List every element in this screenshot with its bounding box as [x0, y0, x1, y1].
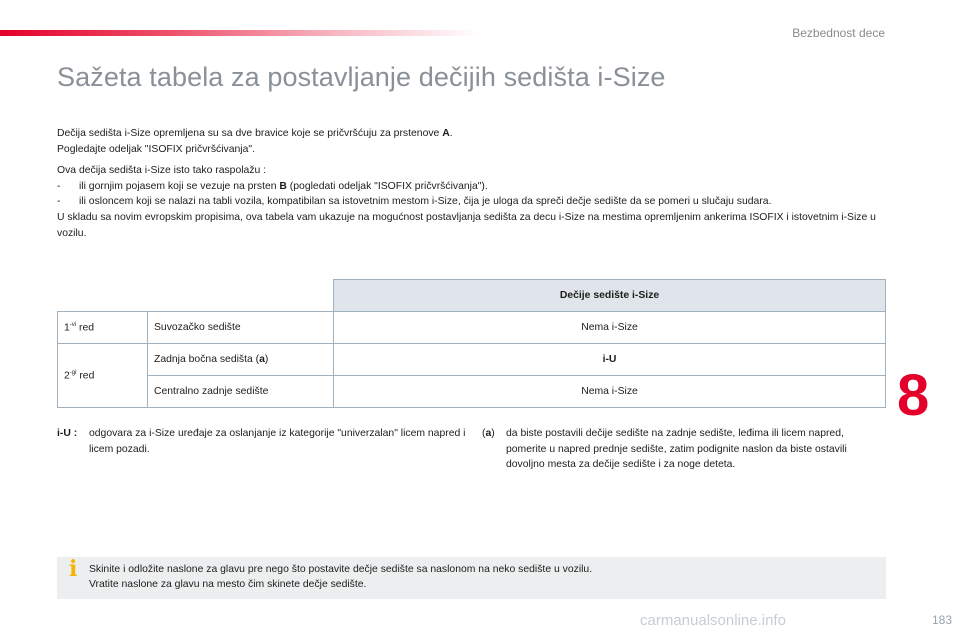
- intro-paragraph-1: [57, 126, 887, 142]
- top-accent-bar: [0, 30, 480, 36]
- seat-value: Nema i-Size: [334, 312, 886, 344]
- table-row: [58, 312, 886, 344]
- intro-text-span: .: [449, 128, 453, 139]
- intro-paragraph-3: Ova dečija sedišta i-Size isto tako raspolažu :: [57, 165, 267, 177]
- intro-paragraph-2: Pogledajte odeljak "ISOFIX pričvršćivanja".: [57, 143, 255, 155]
- table-header-row: [58, 280, 886, 312]
- legend-term: i-U :: [57, 428, 78, 439]
- footnote-tag: [482, 426, 495, 442]
- bullet-text: ili osloncem koji se nalazi na tabli vozila, kompatibilan sa istovetnim mestom i-Size, čija je uloga da spreči dečje sedište da se pomeri u slučaju sudara.: [79, 196, 772, 208]
- intro-text: [57, 126, 887, 241]
- row-word: red: [76, 370, 95, 382]
- info-box: [57, 557, 886, 599]
- watermark: carmanualsonline.info: [640, 612, 786, 629]
- paren: ): [491, 428, 495, 439]
- chapter-number: 8: [897, 363, 930, 428]
- seat-position: Suvozačko sedište: [148, 312, 334, 344]
- footnote-a: [482, 426, 882, 473]
- dash-marker: -: [57, 180, 61, 192]
- section-header: Bezbednost dece: [792, 26, 885, 40]
- row-number: 2: [64, 370, 70, 382]
- intro-text-span: Dečija sedišta i-Size opremljena su sa dve bravice koje se pričvršćuju za prstenove: [57, 128, 443, 139]
- seat-value: i-U: [334, 344, 886, 376]
- footnote-letter: a: [485, 428, 492, 439]
- row-word: red: [76, 322, 95, 334]
- bullet-item-2: [57, 194, 887, 210]
- row-label: [58, 344, 148, 408]
- seat-value: Nema i-Size: [334, 376, 886, 408]
- bullet-text: ili gornjim pojasem koji se vezuje na prsten: [79, 180, 280, 192]
- footnote-description: da biste postavili dečije sedište na zadnje sedište, leđima ili licem napred, pomerite u napred prednje sedište, zatim podignite naslon da biste ostavili dovoljno mesta za dečije sedište i za noge deteta.: [506, 428, 847, 471]
- dash-marker: -: [57, 196, 61, 208]
- seat-position: [148, 344, 334, 376]
- intro-paragraph-4: U skladu sa novim evropskim propisima, ova tabela vam ukazuje na mogućnost postavljanja sedišta za decu i-Size na mestima opremljenim ankerima ISOFIX i istovetnim i-Size u vozilu.: [57, 211, 876, 239]
- bullet-text: (pogledati odeljak "ISOFIX pričvršćivanja").: [286, 180, 488, 192]
- footnote-marker: a: [259, 354, 265, 365]
- info-line-2: Vratite naslone za glavu na mesto čim skinete dečje sedište.: [89, 579, 367, 590]
- page-number: 183: [931, 613, 952, 627]
- page-title: Sažeta tabela za postavljanje dečijih sedišta i-Size: [57, 62, 666, 92]
- info-icon: i: [69, 556, 78, 582]
- table-blank-cell: [58, 280, 334, 312]
- i-u-legend: [57, 426, 477, 457]
- row-label: [58, 312, 148, 344]
- paren: (: [482, 428, 486, 439]
- legend-description: odgovara za i-Size uređaje za oslanjanje iz kategorije "univerzalan" licem napred i licem pozadi.: [89, 428, 466, 455]
- table-row: [58, 376, 886, 408]
- ring-a-label: A: [442, 128, 450, 139]
- row-suffix: -gi: [69, 369, 77, 376]
- ring-b-label: B: [279, 180, 287, 192]
- seat-position: Centralno zadnje sedište: [148, 376, 334, 408]
- info-line-1: Skinite i odložite naslone za glavu pre nego što postavite dečje sedište sa naslonom na neko sedište u vozilu.: [89, 564, 593, 575]
- i-size-table: [57, 279, 886, 408]
- table-row: [58, 344, 886, 376]
- row-number: 1: [64, 322, 70, 334]
- row-suffix: -vi: [69, 321, 77, 328]
- seat-text: ): [264, 354, 269, 365]
- table-header-cell: Dečije sedište i-Size: [334, 280, 886, 312]
- seat-text: Zadnja bočna sedišta (: [154, 354, 260, 365]
- bullet-item-1: [57, 179, 887, 195]
